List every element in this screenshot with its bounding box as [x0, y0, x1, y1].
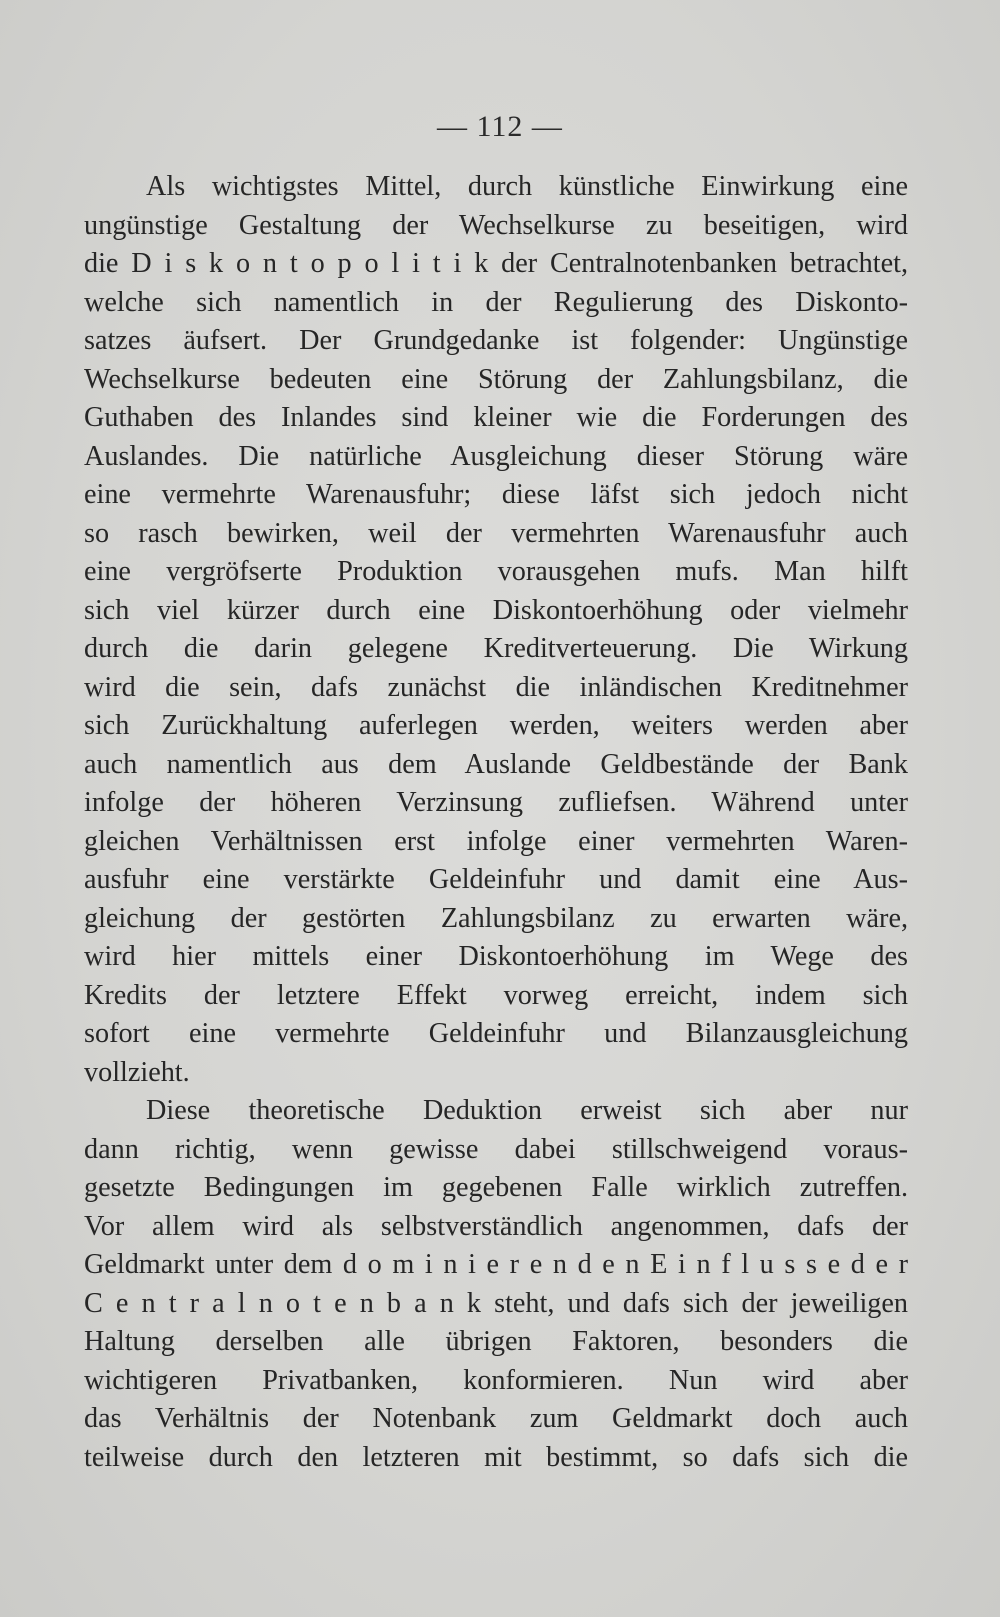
text-line: eine vergröfserte Produktion vorausgehen mufs. Man hilft [84, 556, 908, 587]
text-line: ungünstige Gestaltung der Wechselkurse zu beseitigen, wird [84, 209, 908, 241]
text-line: Wechselkurse bedeuten eine Störung der Zahlungsbilanz, die [84, 363, 908, 395]
text-line: auch namentlich aus dem Auslande Geldbestände der Bank [84, 748, 908, 780]
page-number: — 112 — [437, 110, 563, 143]
text-line: Auslandes. Die natürliche Ausgleichung dieser Störung wäre [84, 440, 908, 472]
body-text [84, 168, 908, 1477]
text-line: Als wichtigstes Mittel, durch künstliche Einwirkung eine [146, 171, 908, 202]
text-line: die D i s k o n t o p o l i t i k der Centralnotenbanken betrachtet, [84, 248, 908, 279]
text-line: sich viel kürzer durch eine Diskontoerhöhung oder vielmehr [84, 594, 908, 626]
text-line: wird die sein, dafs zunächst die inländischen Kreditnehmer [84, 671, 908, 703]
text-line: Diese theoretische Deduktion erweist sich aber nur [146, 1095, 908, 1126]
text-line: gesetzte Bedingungen im gegebenen Falle wirklich zutreffen. [84, 1172, 908, 1203]
text-line: Vor allem wird als selbstverständlich angenommen, dafs der [84, 1210, 908, 1242]
text-line: so rasch bewirken, weil der vermehrten Warenausfuhr auch [84, 517, 908, 549]
text-line: sich Zurückhaltung auferlegen werden, weiters werden aber [84, 710, 908, 741]
text-line: dann richtig, wenn gewisse dabei stillschweigend voraus- [84, 1133, 908, 1165]
text-line: das Verhältnis der Notenbank zum Geldmarkt doch auch [84, 1403, 908, 1434]
text-line: gleichung der gestörten Zahlungsbilanz zu erwarten wäre, [84, 902, 908, 934]
text-line: gleichen Verhältnissen erst infolge einer vermehrten Waren- [84, 825, 908, 857]
paragraph-1 [84, 168, 908, 1092]
text-line: Haltung derselben alle übrigen Faktoren, besonders die [84, 1326, 908, 1357]
paragraph-2 [84, 1092, 908, 1477]
text-line: satzes äufsert. Der Grundgedanke ist folgender: Ungünstige [84, 325, 908, 356]
text-line: infolge der höheren Verzinsung zufliefsen. Während unter [84, 787, 908, 818]
text-line: vollzieht. [84, 1056, 190, 1088]
text-line: ausfuhr eine verstärkte Geldeinfuhr und damit eine Aus- [84, 864, 908, 895]
text-line: sofort eine vermehrte Geldeinfuhr und Bilanzausgleichung [84, 1018, 908, 1049]
text-line: welche sich namentlich in der Regulierung des Diskonto- [84, 286, 908, 318]
text-line: Kredits der letztere Effekt vorweg erreicht, indem sich [84, 979, 908, 1011]
text-line: teilweise durch den letzteren mit bestimmt, so dafs sich die [84, 1441, 908, 1473]
text-line: Guthaben des Inlandes sind kleiner wie die Forderungen des [84, 402, 908, 433]
text-line: wichtigeren Privatbanken, konformieren. Nun wird aber [84, 1364, 908, 1396]
text-line: durch die darin gelegene Kreditverteuerung. Die Wirkung [84, 633, 908, 664]
text-line: Geldmarkt unter dem d o m i n i e r e n d e n E i n f l u s s e d e r [84, 1249, 908, 1280]
text-line: eine vermehrte Warenausfuhr; diese läfst sich jedoch nicht [84, 479, 908, 510]
text-line: wird hier mittels einer Diskontoerhöhung im Wege des [84, 941, 908, 972]
text-line: C e n t r a l n o t e n b a n k steht, und dafs sich der jeweiligen [84, 1287, 908, 1319]
